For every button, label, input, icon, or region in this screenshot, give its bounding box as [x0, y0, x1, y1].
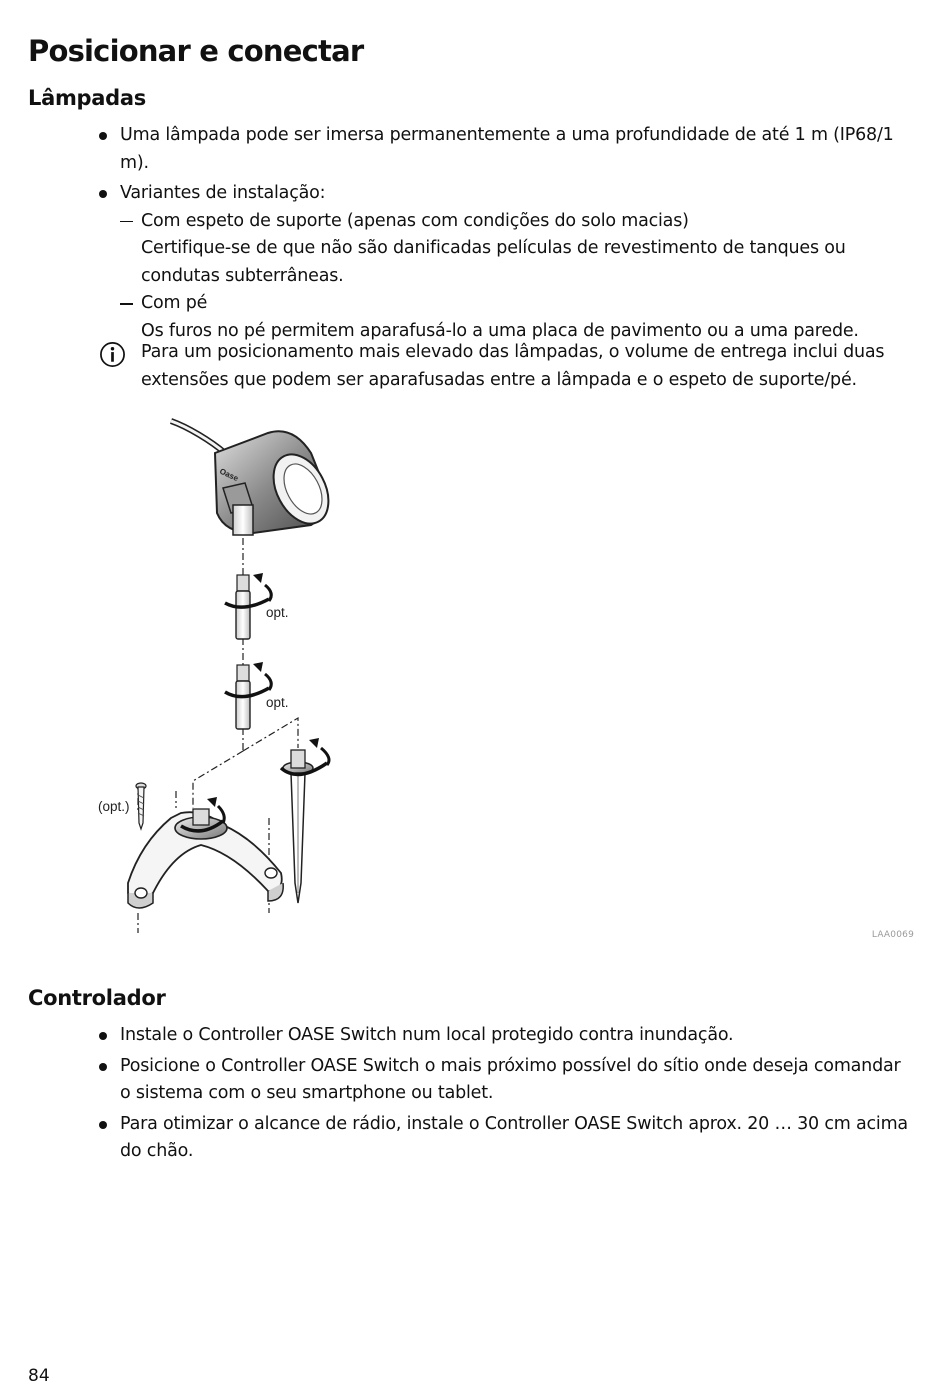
list-item — [120, 290, 911, 345]
variant-detail: Os furos no pé permitem aparafusá-lo a uma placa de pavimento ou a uma parede. — [141, 320, 859, 341]
installation-figure — [93, 413, 343, 935]
option-label: opt. — [266, 695, 289, 710]
info-icon — [99, 341, 126, 368]
extension-tube-1 — [225, 573, 289, 639]
controller-bullet-list — [0, 1022, 910, 1166]
list-item-text: Uma lâmpada pode ser imersa permanentemente a uma profundidade de até 1 m (IP68/1 m). — [120, 125, 894, 173]
option-label: (opt.) — [98, 799, 130, 814]
section-heading-controller: Controlador — [28, 986, 166, 1010]
variant-title: Com espeto de suporte (apenas com condições do solo macias) — [141, 210, 689, 231]
info-note — [99, 339, 899, 394]
list-item — [0, 1053, 910, 1108]
dash-marker — [120, 303, 133, 305]
bullet-dot — [99, 1063, 107, 1071]
extension-tube-2 — [225, 662, 289, 729]
page-number: 84 — [28, 1366, 50, 1386]
list-item-text: Instale o Controller OASE Switch num local protegido contra inundação. — [120, 1025, 734, 1045]
lamp-cable — [171, 421, 225, 453]
bullet-dot — [99, 190, 107, 198]
list-item-text: Posicione o Controller OASE Switch o mais próximo possível do sítio onde deseja comandar o sistema com o seu smartphone ou tablet. — [120, 1055, 901, 1103]
bullet-dot — [99, 1032, 107, 1040]
installation-illustration — [93, 413, 343, 935]
optional-screw — [98, 783, 146, 829]
list-item — [0, 1022, 910, 1050]
section-heading-lamps: Lâmpadas — [28, 86, 146, 110]
page-title: Posicionar e conectar — [28, 34, 364, 68]
bullet-dot — [99, 132, 107, 140]
mounting-foot — [128, 797, 283, 908]
list-item — [0, 180, 910, 345]
list-item — [0, 1111, 910, 1166]
list-item-text: Variantes de instalação: — [120, 183, 326, 203]
figure-code: LAA0069 — [871, 930, 914, 940]
lamps-bullet-list — [0, 122, 910, 345]
installation-variants-list — [120, 208, 910, 346]
variant-detail: Certifique-se de que não são danificadas películas de revestimento de tanques ou condutas subterrâneas. — [141, 238, 846, 286]
bullet-dot — [99, 1121, 107, 1129]
dash-marker — [120, 221, 133, 223]
option-label: opt. — [266, 605, 289, 620]
note-text: Para um posicionamento mais elevado das lâmpadas, o volume de entrega inclui duas extensões que podem ser aparafusadas entre a lâmpada e o espeto de suporte/pé. — [141, 342, 885, 390]
lamp-head — [215, 431, 340, 535]
list-item-text: Para otimizar o alcance de rádio, instale o Controller OASE Switch aprox. 20 … 30 cm acima do chão. — [120, 1113, 908, 1161]
ground-spike — [281, 738, 329, 903]
list-item — [0, 122, 910, 177]
list-item — [120, 208, 911, 291]
variant-title: Com pé — [141, 293, 208, 313]
lamp-brand-logo: Oase — [218, 466, 240, 484]
